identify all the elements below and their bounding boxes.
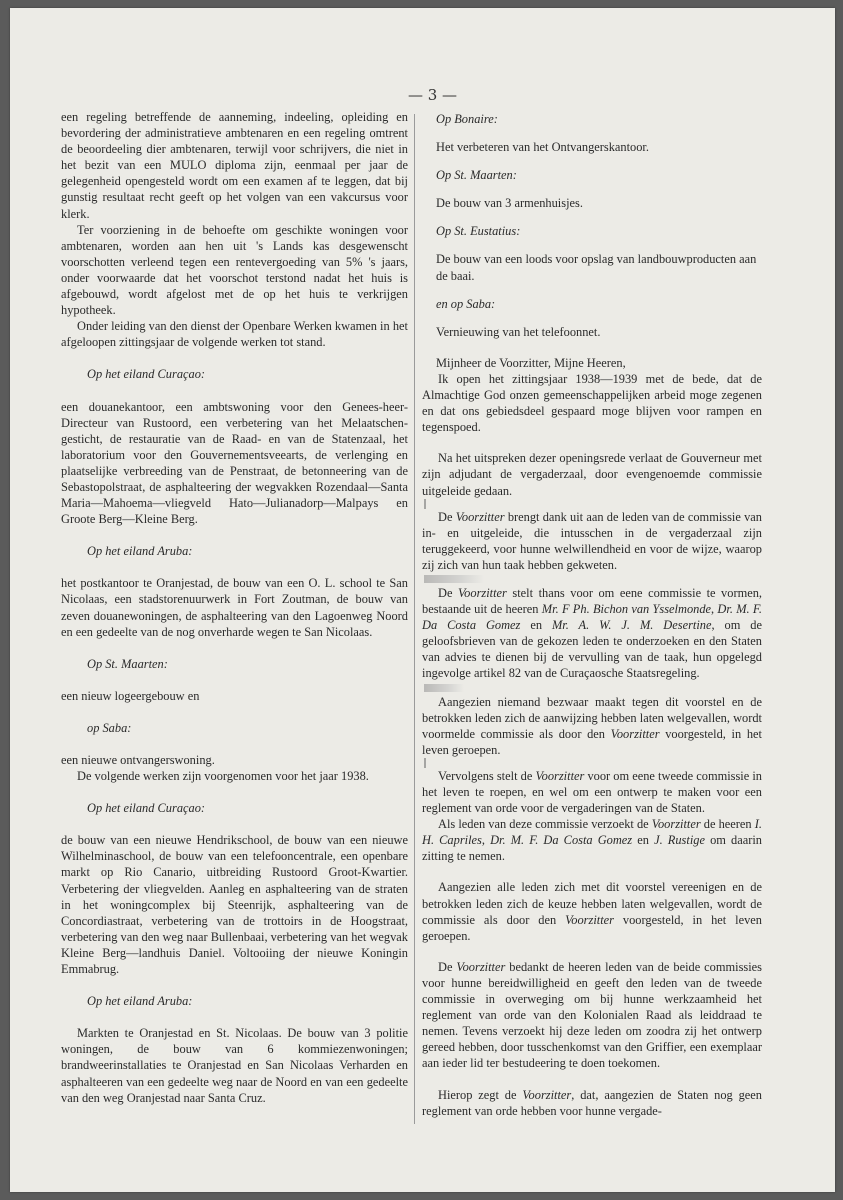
paragraph-administrative: een regeling betreffende de aanneming, indeeling, opleiding en bevordering der administratieve ambtenaren en een regeling omtrent de beoordeeling dier ambtenaren, terwijl voor schrijvers, die niet in het bezit van een MULO diploma zijn, eenmaal per jaar de gelegenheid opengesteld wordt om een examen af te leggen, dat bij gunstig resultaat recht geeft op het volgen van een vakcursus voor klerk. [61, 110, 408, 221]
stamp-smudge [424, 575, 484, 583]
text-curacao-completed: een douanekantoor, een ambtswoning voor den Genees-heer-Directeur van Rustoord, een verbetering van het Melaatschen-gesticht, de restauratie van de Raad- en van de Statenzaal, het laboratorium voor den Gouvernementsveearts, de verlenging en plaatselijke verbreeding van de Penstraat, de betonneering van de Sebastopolstraat, de asphalteering der wegvakken Rozendaal—Santa Maria—Mahoema—vliegveld Hato—Julianadorp—Malpays en Groote Berg—Kleine Berg. [61, 399, 408, 527]
heading-st-maarten: Op St. Maarten: [436, 168, 517, 183]
paragraph-rules-of-order: Hierop zegt de Voorzitter, dat, aangezien de Staten nog geen reglement van orde hebben voor hunne vergade- [422, 1087, 762, 1118]
paragraph-committee-formed: Aangezien niemand bezwaar maakt tegen dit voorstel en de betrokken leden zich de aanwijzing hebben laten welgevallen, wordt voormelde commissie als door den Voorzitter voorgesteld, in het leven geroepen. [422, 694, 762, 757]
paragraph-second-committee: Vervolgens stelt de Voorzitter voor om eene tweede commissie in het leven te roepen, en wel om een ontwerp te maken voor een reglement van orde voor de vergaderingen van de Staten. [422, 768, 763, 816]
heading-curacao-planned: Op het eiland Curaçao: [87, 801, 206, 816]
paragraph-committee-members: Als leden van deze commissie verzoekt de Voorzitter de heeren I. H. Capriles, Dr. M. F. Da Costa Gomez en J. Rustige om daarin zitting te nemen. [422, 817, 762, 864]
text-saba-completed: een nieuwe ontvangerswoning. [61, 753, 215, 767]
text-st-maarten: De bouw van 3 armenhuisjes. [436, 196, 583, 211]
paragraph-thanks: De Voorzitter brengt dank uit aan de leden van de commissie van in- en uitgeleide, die intusschen in de vergaderzaal zijn teruggekeerd, voor hunne welwillendheid en voor de wijze, waarop zij zich van hun taak hebben gekweten. [422, 509, 762, 572]
document-page [10, 8, 835, 1192]
paragraph-committee-credentials: De Voorzitter stelt thans voor om eene commissie te vormen, bestaande uit de heeren Mr. F Ph. Bichon van Ysselmonde, Dr. M. F. Da Costa Gomez en Mr. A. W. J. M. Desertine, om de geloofsbrieven van de gekozen leden te onderzoeken en den Staten van advies te dienen bij de vervulling van de taak, hun opgelegd ingevolge artikel 82 van de Curaçaosche Staatsregeling. [422, 585, 763, 681]
heading-saba: en op Saba: [436, 296, 496, 311]
text-bonaire: Het verbeteren van het Ontvangerskantoor. [436, 140, 649, 155]
paragraph-thanks-committees: De Voorzitter bedankt de heeren leden van de beide commissies voor hunne bereidwilligheid en geeft den leden van de tweede commissie in overweging om bij hunne werkzaamheid het reglement van orde van den Kolonialen Raad als leiddraad te nemen. Tevens verzoekt hij deze leden om zoodra zij het ontwerp gereed hebben, door tusschenkomst van den Griffier, een exemplaar aan ieder lid ter bestudeering te doen toekomen. [422, 959, 763, 1071]
text-curacao-planned: de bouw van een nieuwe Hendrikschool, de bouw van een nieuwe Wilhelminaschool, de bouw van een telefooncentrale, een openbare markt op Rio Canario, uitbreiding Rustoord Groot-Kwartier. Verbetering der vliegvelden. Aanleg en asphalteering van de straten in het woningcomplex bij Steenrijk, asphalteering van de Concordiastraat, verbetering van de trottoirs in de Hoogstraat, verbetering van den weg naar Bullenbaai, verbetering van het wegvak Kleine Berg—landhuis Daniel. Voltooiing der nieuwe Koningin Emmabrug. [61, 833, 408, 977]
margin-mark [424, 499, 432, 509]
stamp-smudge [424, 684, 464, 692]
paragraph-opening: Ik open het zittingsjaar 1938—1939 met de bede, dat de Almachtige God onzen gemeenschappelijken arbeid moge zegenen en dat ons gebiedsdeel gespaard moge blijven voor rampen en tegenspoed. [422, 371, 762, 435]
margin-mark [424, 758, 432, 768]
text-st-eustatius: De bouw van een loods voor opslag van landbouwproducten aan de baai. [436, 252, 757, 283]
right-column [422, 109, 762, 1119]
text-saba: Vernieuwing van het telefoonnet. [436, 324, 601, 339]
salutation: Mijnheer de Voorzitter, Mijne Heeren, [436, 355, 626, 370]
heading-saba-completed: op Saba: [87, 720, 132, 735]
heading-st-eustatius: Op St. Eustatius: [436, 224, 521, 239]
heading-bonaire: Op Bonaire: [436, 112, 498, 126]
heading-curacao-completed: Op het eiland Curaçao: [87, 367, 206, 382]
text-planned-works: De volgende werken zijn voorgenomen voor het jaar 1938. [77, 769, 369, 784]
heading-aruba-planned: Op het eiland Aruba: [87, 994, 193, 1009]
heading-st-maarten-completed: Op St. Maarten: [87, 656, 168, 671]
column-divider [414, 114, 415, 1124]
paragraph-public-works: Onder leiding van den dienst der Openbare Werken kwamen in het afgeloopen zittingsjaar de volgende werken tot stand. [61, 319, 408, 350]
paragraph-consent: Aangezien alle leden zich met dit voorstel vereenigen en de betrokken leden zich de keuze hebben laten welgevallen, wordt de commissie als door den Voorzitter voorgesteld, in het leven geroepen. [422, 880, 762, 943]
text-aruba-completed: het postkantoor te Oranjestad, de bouw van een O. L. school te San Nicolaas, een stadstorenuurwerk in Fort Zoutman, de bouw van zeven douanewoningen, de asphalteering van den Lagoenweg Noord en een gedeelte van de nog onverharde wegen te San Nicolaas. [61, 576, 408, 639]
left-column [61, 109, 408, 1106]
heading-aruba-completed: Op het eiland Aruba: [87, 544, 193, 559]
paragraph-housing-loans: Ter voorziening in de behoefte om geschikte woningen voor ambtenaren, worden aan hen uit 's Lands kas desgewenscht voorschotten verleend tegen een rentevergoeding van 5% 's jaars, onder voorwaarde dat het voorschot terstond nadat het huis is afgebouwd, wordt afgelost met de op het huis te verkrijgen hypotheek. [61, 222, 408, 318]
text-aruba-planned: Markten te Oranjestad en St. Nicolaas. De bouw van 3 politie woningen, de bouw van 6 kommiezenwoningen; brandweerinstallaties te Oranjestad en San Nicolaas Verharden en asphalteeren van een gedeelte weg naar de Noord en van een gedeelte van den weg Oranjestad naar Santa Cruz. [61, 1026, 408, 1105]
paragraph-governor-leaves: Na het uitspreken dezer openingsrede verlaat de Gouverneur met zijn adjudant de vergaderzaal, door evengenoemde commissie uitgeleide gedaan. [422, 451, 762, 498]
text-st-maarten-completed: een nieuw logeergebouw en [61, 688, 200, 703]
page-number: — 3 — [407, 86, 458, 104]
